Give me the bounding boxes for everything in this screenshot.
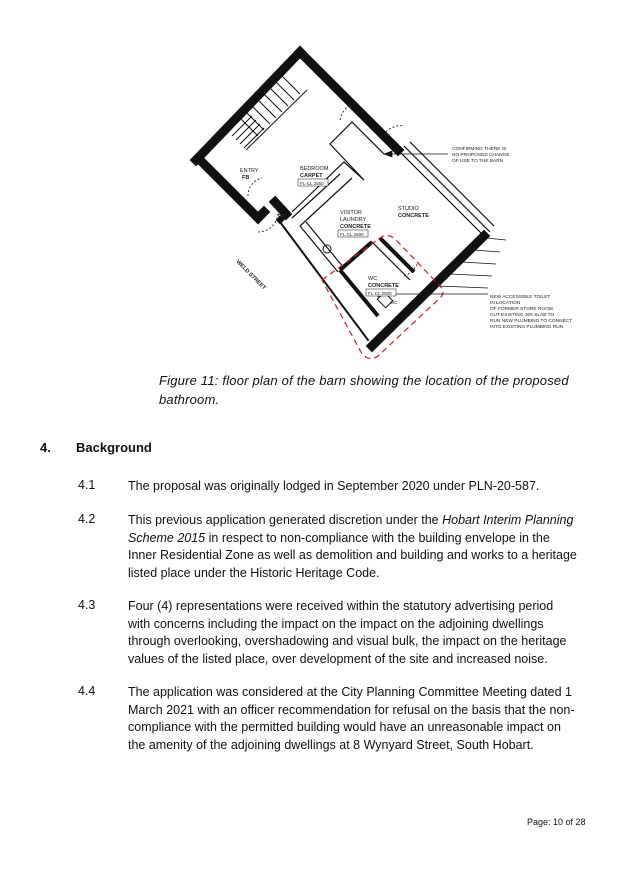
wc-floor-label: CONCRETE [368,283,399,289]
wc-fixture-label: WC [390,300,398,305]
section-title: Background [76,440,152,455]
paragraph-text-part: This previous application generated discretion under the [128,513,443,527]
room-labels [235,166,430,305]
street-label: WELD STREET [234,259,267,292]
annotation-note-use [452,146,510,164]
floor-plan-drawing [0,0,622,370]
page-footer: Page: 10 of 28 [527,817,586,827]
note-use-line: OF USE TO THE BARN [452,159,504,164]
interior-walls [292,122,384,272]
bedroom-floor-label: CARPET [300,173,323,179]
paragraph-text: Four (4) representations were received within the statutory advertising period with concerns including the impact on the impact on the adjoining dwellings through overlooking, overshadowing and visual bulk, the impact on the heritage values of the listed place, over development of the site and increased noise. [128,599,567,666]
note-toilet-line: IN LOCATION [490,301,521,306]
laundry-floor-label: CONCRETE [340,224,371,230]
note-use-line: NO PROPOSED CHANGE [452,153,510,158]
section-number: 4. [40,440,51,455]
paragraph-text [128,512,578,582]
laundry-label: LAUNDRY [340,217,367,223]
fb-label: FB [278,214,286,220]
studio-floor-label: CONCRETE [398,213,429,219]
visitor-label: VISITOR [340,210,362,216]
paragraph-number: 4.4 [78,684,96,698]
paragraph-number: 4.1 [78,478,96,492]
note-toilet-line: CUT EXISTING 300 SLAB TO [490,313,555,318]
paragraph-number: 4.3 [78,598,96,612]
entry-label: ENTRY [240,168,259,174]
annotation-note-toilet [490,294,572,330]
note-toilet-line: OF FORMER STORE ROOM [490,307,553,312]
scheme-name: Hobart Interim Planning Scheme 2015 [128,513,574,545]
wc-tag: FL-CL 2500 [368,291,392,296]
note-toilet-line: NEW ACCESSIBLE TOILET [490,295,551,300]
note-toilet-line: INTO EXISTING PLUMBING RUN [490,325,564,330]
paragraph-number: 4.2 [78,512,96,526]
studio-label: STUDIO [398,206,419,212]
bedroom-tag: FL-CL 2550 [300,181,324,186]
entry-fb-label: FB [242,175,250,181]
note-toilet-line: RUN NEW PLUMBING TO CONNECT [490,319,573,324]
wc-label: WC [368,276,378,282]
exterior-walls [196,52,484,346]
bedroom-label: BEDROOM [300,166,329,172]
figure-caption: Figure 11: floor plan of the barn showing the location of the proposed bathroom. [159,373,569,407]
note-use-line: CONFIRMING THERE IS [452,147,507,152]
paragraph-text: The application was considered at the City Planning Committee Meeting dated 1 March 2021 with an officer recommendation for refusal on the basis that the non-compliance with the permitted building would have an unreasonable impact on the amenity of the adjoining dwellings at 8 Wynyard Street, South Hobart. [128,685,575,752]
laundry-tag: FL-CL 2500 [340,232,364,237]
paragraph-text: The proposal was originally lodged in September 2020 under PLN-20-587. [128,479,540,493]
paragraph-text-part: in respect to non-compliance with the building envelope in the Inner Residential Zone as well as demolition and building and works to a heritage listed place under the Historic Heritage Code. [128,530,577,580]
